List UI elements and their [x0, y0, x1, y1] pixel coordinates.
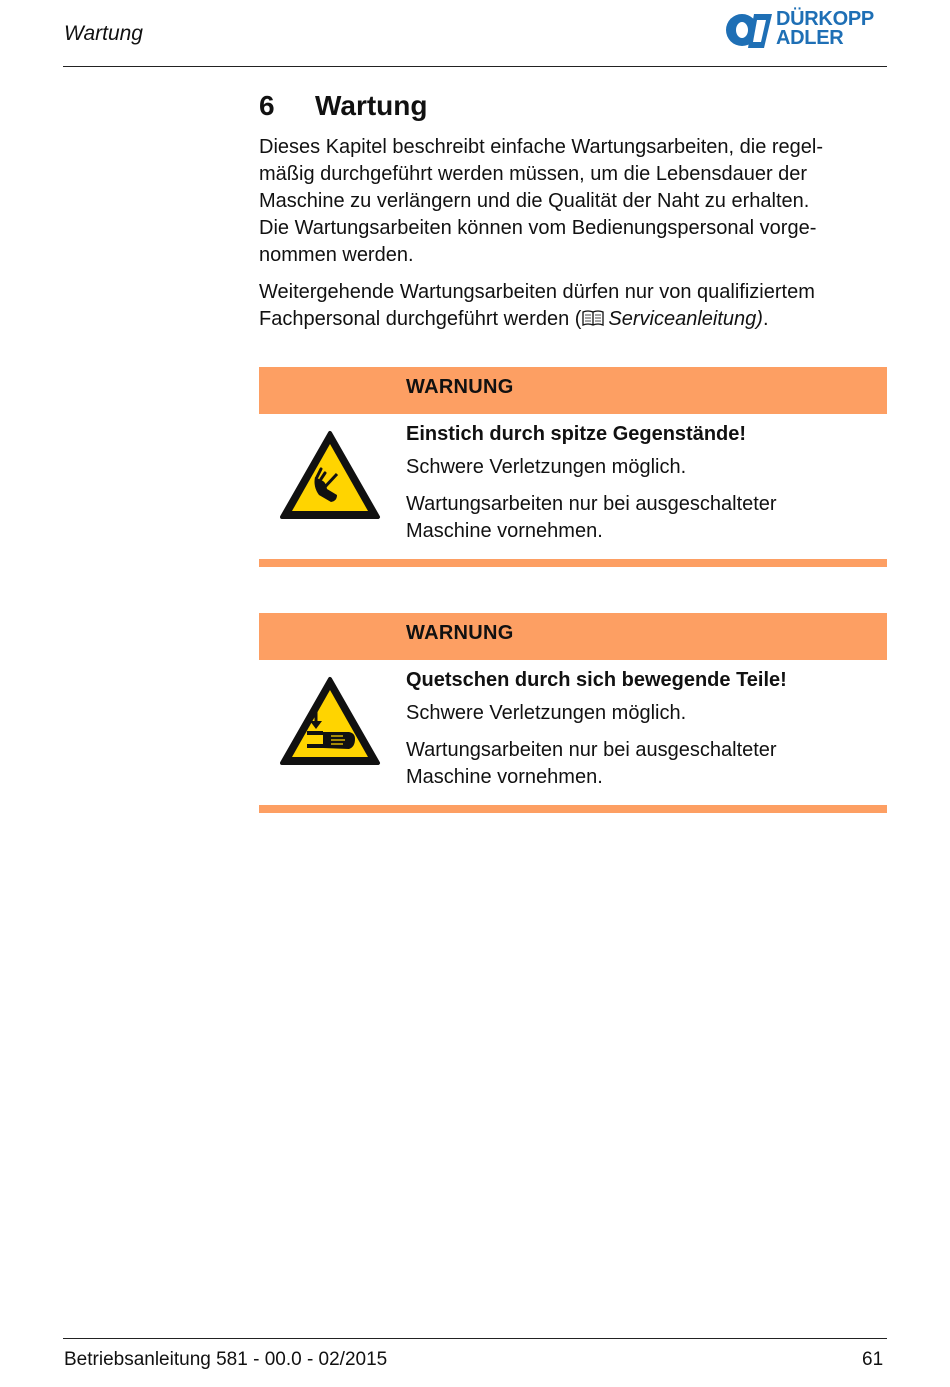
- warning-instruction-line: Maschine vornehmen.: [406, 520, 603, 542]
- needle-puncture-warning-icon: [279, 429, 381, 521]
- warning-instruction-line: Wartungsarbeiten nur bei ausgeschalteter: [406, 493, 777, 515]
- logo-text-line2: ADLER: [776, 27, 844, 49]
- warning-bottom-bar: [259, 805, 887, 813]
- footer-divider: [63, 1338, 887, 1339]
- warning-header-bar: [259, 367, 887, 414]
- warning-title: Einstich durch spitze Gegenstände!: [406, 423, 747, 445]
- company-logo: [724, 8, 890, 50]
- chapter-title: Wartung: [315, 90, 428, 121]
- running-header-title: Wartung: [64, 22, 143, 45]
- logo-text-line1: DÜRKOPP: [776, 8, 874, 30]
- book-icon: [582, 309, 604, 327]
- warning-instruction-line: Wartungsarbeiten nur bei ausgeschalteter: [406, 739, 777, 761]
- warning-consequence: Schwere Verletzungen möglich.: [406, 702, 687, 724]
- warning-box-puncture: [259, 367, 887, 570]
- qualified-end: .: [762, 308, 769, 330]
- warning-bottom-bar: [259, 559, 887, 567]
- qualified-personnel-paragraph: [259, 279, 895, 333]
- warning-instruction-line: Maschine vornehmen.: [406, 766, 603, 788]
- intro-line: Die Wartungsarbeiten können vom Bedienungspersonal vorge-: [259, 217, 817, 239]
- qualified-text: Fachpersonal durchgeführt werden (: [259, 308, 582, 330]
- intro-paragraph: [259, 134, 895, 269]
- qualified-line: [259, 306, 895, 333]
- intro-line: mäßig durchgeführt werden müssen, um die Lebensdauer der: [259, 163, 808, 185]
- warning-consequence: Schwere Verletzungen möglich.: [406, 456, 687, 478]
- warning-heading: WARNUNG: [406, 622, 514, 644]
- service-manual-reference[interactable]: Serviceanleitung): [608, 308, 763, 330]
- page-number: 61: [862, 1349, 884, 1370]
- hand-crush-warning-icon: [279, 675, 381, 767]
- warning-box-crushing: [259, 613, 887, 816]
- header-divider: [63, 66, 887, 67]
- footer-document-id: Betriebsanleitung 581 - 00.0 - 02/2015: [64, 1349, 388, 1370]
- warning-instruction: [406, 737, 886, 791]
- qualified-line: Weitergehende Wartungsarbeiten dürfen nur von qualifiziertem: [259, 281, 815, 303]
- chapter-number: 6: [259, 90, 275, 121]
- warning-heading: WARNUNG: [406, 376, 514, 398]
- logo-mark-icon: [724, 8, 774, 50]
- intro-line: Dieses Kapitel beschreibt einfache Wartungsarbeiten, die regel-: [259, 136, 824, 158]
- intro-line: Maschine zu verlängern und die Qualität der Naht zu erhalten.: [259, 190, 810, 212]
- warning-header-bar: [259, 613, 887, 660]
- warning-instruction: [406, 491, 886, 545]
- intro-line: nommen werden.: [259, 244, 414, 266]
- warning-title: Quetschen durch sich bewegende Teile!: [406, 669, 787, 691]
- chapter-heading: [259, 90, 428, 122]
